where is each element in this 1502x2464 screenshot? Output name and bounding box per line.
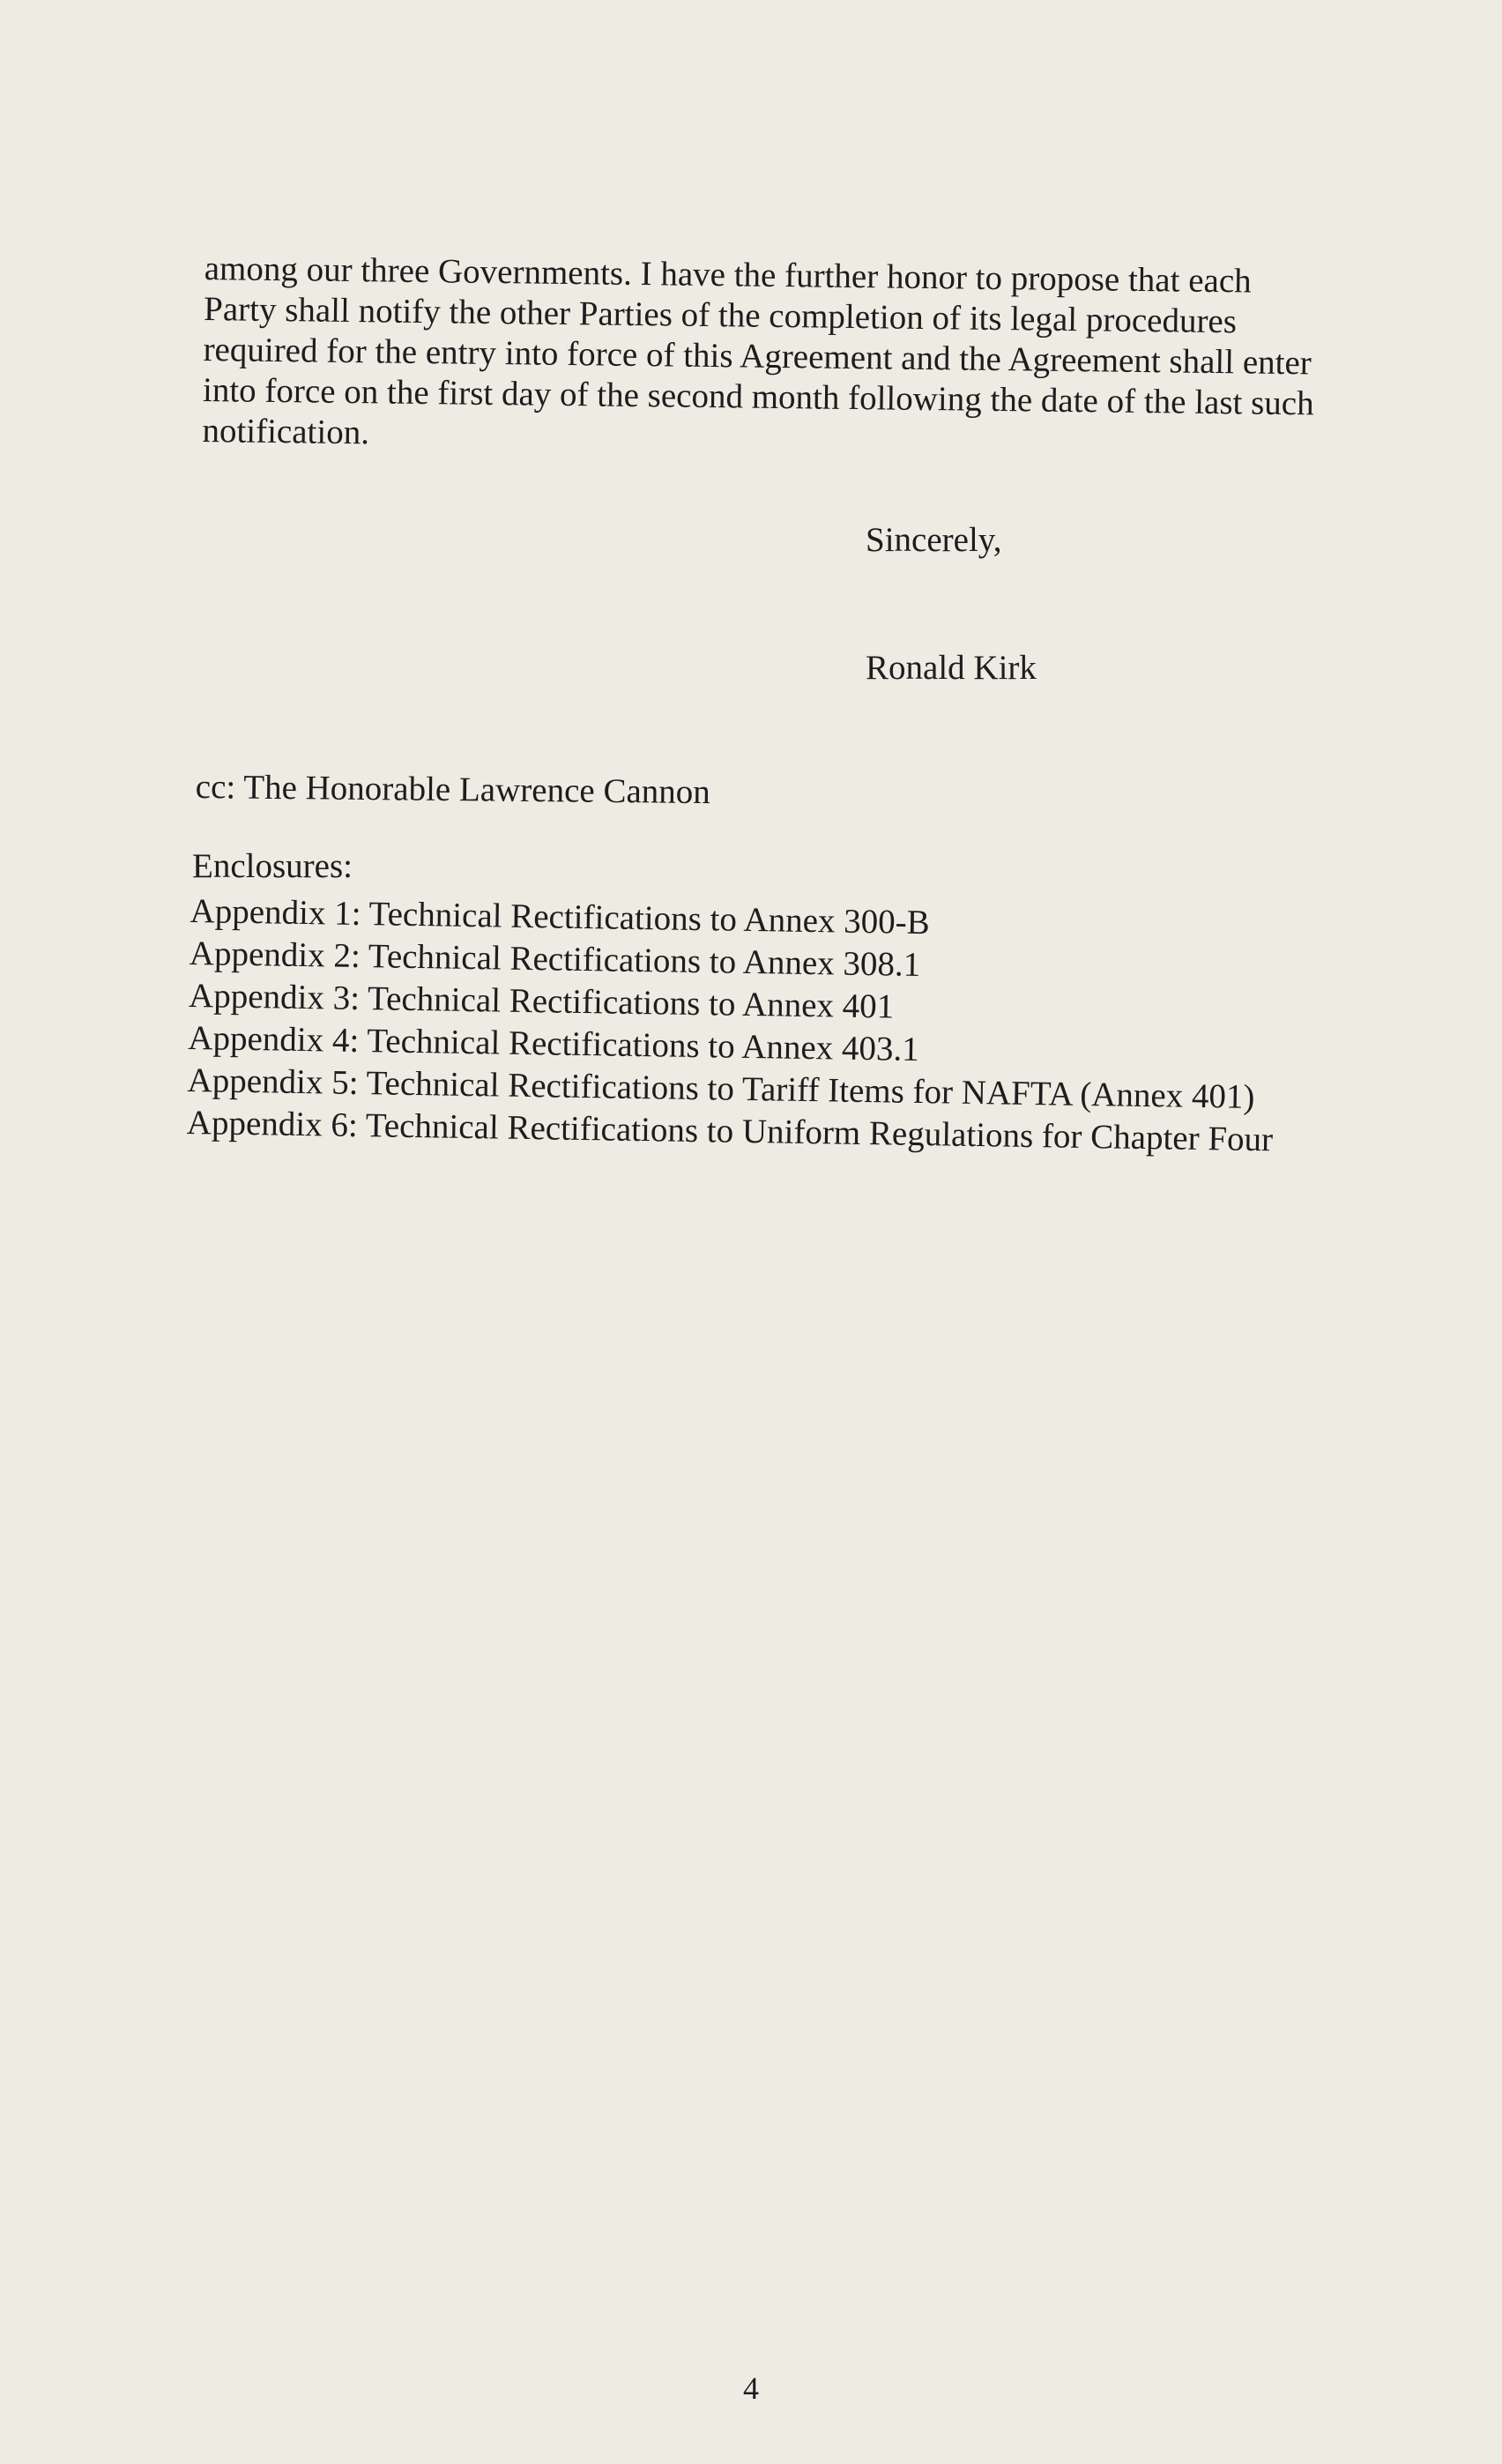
enclosure-item: Appendix 5: Technical Rectifications to Tariff Items for NAFTA (Annex 401) [187,1061,1255,1116]
signature-name: Ronald Kirk [866,649,1037,687]
paragraph-line: into force on the first day of the second month following the date of the last such [202,370,1314,423]
paragraph-line: required for the entry into force of this Agreement and the Agreement shall enter [203,330,1312,383]
enclosure-item: Appendix 3: Technical Rectifications to Annex 401 [188,976,895,1026]
enclosures-list [186,890,1424,1164]
paragraph-line: notification. [202,411,370,452]
enclosure-item: Appendix 6: Technical Rectifications to Uniform Regulations for Chapter Four [186,1103,1274,1159]
enclosure-item: Appendix 1: Technical Rectifications to Annex 300-B [190,891,931,942]
body-paragraph [202,249,1421,466]
enclosure-item: Appendix 4: Technical Rectifications to Annex 403.1 [188,1018,920,1069]
closing: Sincerely, [866,521,1002,559]
paragraph-line: among our three Governments. I have the further honor to propose that each [204,249,1252,301]
paragraph-line: Party shall notify the other Parties of the completion of its legal procedures [203,289,1238,341]
enclosures-title: Enclosures: [192,847,353,885]
cc-line: cc: The Honorable Lawrence Cannon [195,767,710,812]
page-number: 4 [743,2371,759,2406]
enclosure-item: Appendix 2: Technical Rectifications to Annex 308.1 [189,934,921,985]
